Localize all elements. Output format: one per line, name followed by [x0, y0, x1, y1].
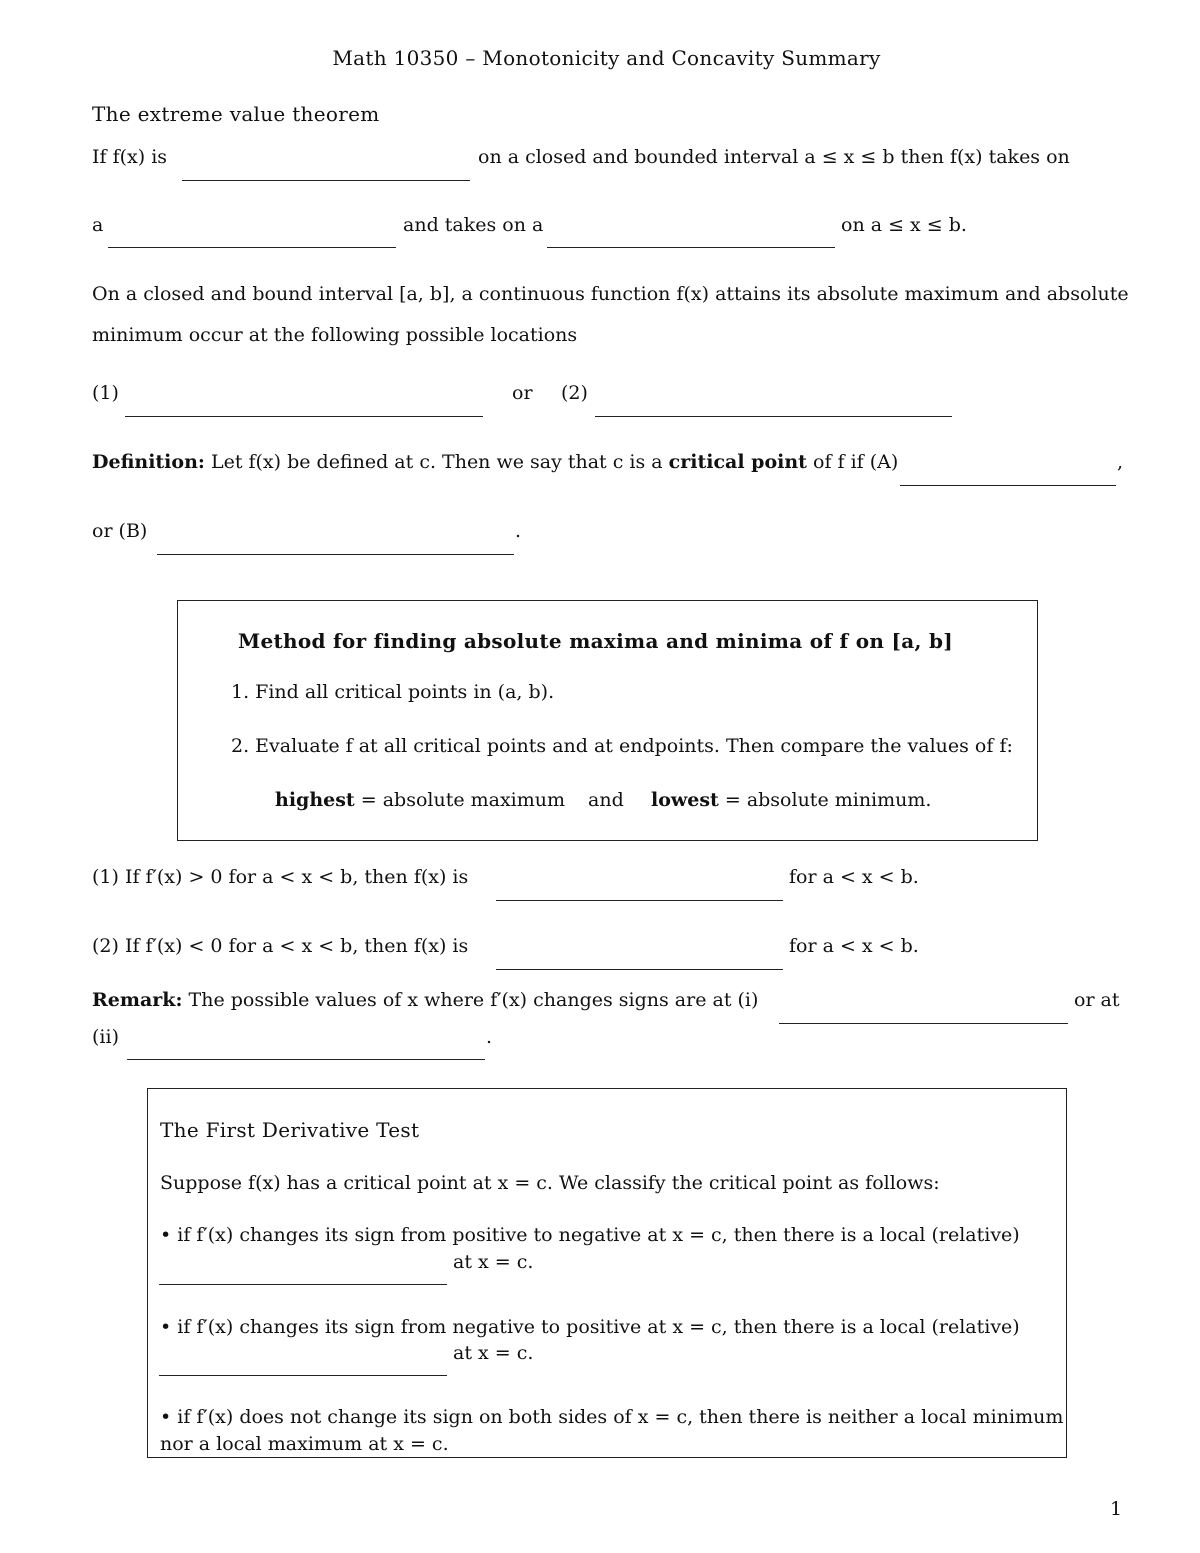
method-lowest-eq: = absolute minimum.: [724, 789, 932, 811]
remark-blank-ii[interactable]: [127, 1059, 485, 1060]
location-2-blank[interactable]: [595, 416, 952, 417]
evt-line2-text-b: and takes on a: [403, 214, 544, 236]
evt-blank-1[interactable]: [182, 180, 470, 181]
location-1-label: (1): [92, 382, 119, 404]
method-highest-line: [275, 791, 565, 810]
evt-line2-text-a: a: [92, 214, 104, 236]
method-highest-eq: = absolute maximum: [360, 789, 566, 811]
definition-term: critical point: [668, 451, 807, 473]
definition-text-a: Let f(x) be defined at c. Then we say that c is a: [210, 451, 663, 473]
page-number: 1: [1110, 1498, 1123, 1520]
definition-text-b: of f if (A): [813, 451, 899, 473]
remark-ii: (ii): [92, 1026, 119, 1048]
method-lowest-line: [651, 791, 931, 810]
evt-paragraph-line2: minimum occur at the following possible locations: [92, 324, 578, 346]
method-step-2: 2. Evaluate f at all critical points and at endpoints. Then compare the values of f:: [231, 735, 1013, 757]
fdt-bullet-1-text-b: at x = c.: [453, 1251, 534, 1273]
method-title: Method for finding absolute maxima and minima of f on [a, b]: [238, 629, 954, 653]
evt-line1-text-a: If f(x) is: [92, 146, 168, 168]
evt-blank-2[interactable]: [108, 247, 396, 248]
evt-line1-text-b: on a closed and bounded interval a ≤ x ≤ b then f(x) takes on: [478, 146, 1070, 168]
definition-label: Definition:: [92, 451, 205, 473]
remark-blank-i[interactable]: [779, 1023, 1068, 1024]
evt-line2-text-c: on a ≤ x ≤ b.: [841, 214, 967, 236]
decreasing-blank[interactable]: [496, 969, 783, 970]
remark-text: The possible values of x where f′(x) changes signs are at (i): [188, 989, 759, 1011]
method-highest: highest: [275, 789, 355, 811]
remark-label: Remark:: [92, 989, 183, 1011]
fdt-intro: Suppose f(x) has a critical point at x = c. We classify the critical point as follows:: [160, 1172, 940, 1194]
critical-point-blank-a[interactable]: [900, 485, 1116, 486]
fdt-bullet-3-text-b: nor a local maximum at x = c.: [160, 1433, 449, 1455]
decreasing-rule-text-b: for a < x < b.: [789, 935, 919, 957]
remark-or-at: or at: [1074, 989, 1120, 1011]
definition-line: [92, 453, 898, 472]
remark-line: [92, 991, 758, 1010]
critical-point-blank-b[interactable]: [157, 554, 514, 555]
increasing-rule-text-a: (1) If f′(x) > 0 for a < x < b, then f(x) is: [92, 866, 469, 888]
fdt-bullet-2-text-a: • if f′(x) changes its sign from negative to positive at x = c, then there is a local (relative): [160, 1316, 1020, 1338]
location-2-label: (2): [561, 382, 588, 404]
method-lowest: lowest: [651, 789, 719, 811]
decreasing-rule-text-a: (2) If f′(x) < 0 for a < x < b, then f(x) is: [92, 935, 469, 957]
page-title: Math 10350 – Monotonicity and Concavity Summary: [332, 46, 881, 70]
method-box: [177, 600, 1038, 841]
section-heading-evt: The extreme value theorem: [92, 102, 380, 126]
definition-or-b: or (B): [92, 520, 148, 542]
location-or: or: [512, 382, 533, 404]
location-1-blank[interactable]: [125, 416, 483, 417]
definition-comma: ,: [1117, 451, 1124, 473]
definition-period: .: [515, 520, 522, 542]
first-derivative-test-box: [147, 1088, 1067, 1458]
fdt-bullet-2-text-b: at x = c.: [453, 1342, 534, 1364]
fdt-title: The First Derivative Test: [160, 1118, 420, 1142]
method-step-1: 1. Find all critical points in (a, b).: [231, 681, 555, 703]
fdt-bullet-1-blank[interactable]: [159, 1284, 447, 1285]
fdt-bullet-1-text-a: • if f′(x) changes its sign from positive to negative at x = c, then there is a local (relative): [160, 1224, 1020, 1246]
increasing-blank[interactable]: [496, 900, 783, 901]
fdt-bullet-3-text-a: • if f′(x) does not change its sign on both sides of x = c, then there is neither a local minimum: [160, 1406, 1064, 1428]
fdt-bullet-2-blank[interactable]: [159, 1375, 447, 1376]
remark-period: .: [486, 1026, 493, 1048]
evt-blank-3[interactable]: [547, 247, 835, 248]
method-and: and: [588, 789, 624, 811]
increasing-rule-text-b: for a < x < b.: [789, 866, 919, 888]
evt-paragraph-line1: On a closed and bound interval [a, b], a continuous function f(x) attains its absolute maximum and absolute: [92, 283, 1129, 305]
